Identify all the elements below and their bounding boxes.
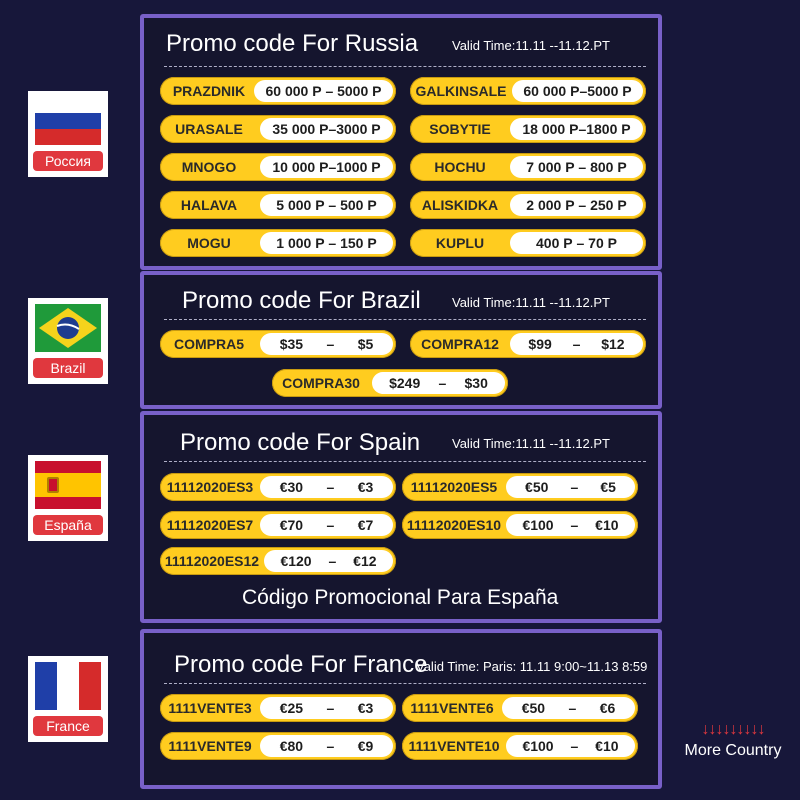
promo-from: €25 [279,700,304,716]
spain-flag-icon [35,461,101,509]
france-flag-icon [35,662,101,710]
divider [164,319,646,320]
promo-code: 11112020ES5 [410,479,498,495]
promo-code-pill[interactable] [410,153,646,181]
promo-code-pill[interactable] [410,330,646,358]
spain-valid-time: Valid Time:11.11 --11.12.PT [452,436,610,451]
promo-code-pill[interactable] [160,229,396,257]
promo-code-pill[interactable] [402,473,638,501]
promo-code: ALISKIDKA [421,197,499,213]
promo-to: €12 [353,553,377,569]
promo-dash: – [326,700,335,716]
promo-code-pill[interactable] [160,115,396,143]
promo-to: €9 [357,738,374,754]
promo-to: €10 [595,738,619,754]
france-flag-card [28,656,108,742]
promo-value: 5 000 Р – 500 Р [260,194,393,216]
france-valid-time: Valid Time: Paris: 11.11 9:00~11.13 8:59 [416,659,648,674]
promo-code-pill[interactable] [160,732,396,760]
promo-code: GALKINSALE [415,83,507,99]
promo-code-pill[interactable] [410,191,646,219]
promo-from: $35 [279,336,304,352]
promo-value: 2 000 Р – 250 Р [510,194,643,216]
promo-code: PRAZDNIK [172,83,246,99]
promo-code-pill[interactable] [410,77,646,105]
promo-to: €5 [600,479,616,495]
brazil-title: Promo code For Brazil [182,287,421,314]
promo-code: 1111VENTE10 [408,738,500,754]
promo-from: €50 [525,479,549,495]
more-country-label: More Country [684,742,782,759]
promo-dash: – [326,479,335,495]
promo-code: COMPRA12 [421,336,499,352]
spain-panel [140,411,662,623]
russia-valid-time: Valid Time:11.11 --11.12.PT [452,38,610,53]
promo-code-pill[interactable] [410,115,646,143]
promo-from: €30 [279,479,304,495]
promo-code: 11112020ES3 [166,479,254,495]
promo-code-pill[interactable] [160,694,396,722]
promo-from: €50 [521,700,546,716]
russia-flag-label: Россия [33,151,103,171]
promo-dash: – [438,375,447,391]
promo-dash: – [570,517,579,533]
promo-code: MOGU [187,235,231,251]
brazil-valid-time: Valid Time:11.11 --11.12.PT [452,295,610,310]
promo-from: $99 [528,336,552,352]
promo-code-pill[interactable] [272,369,508,397]
promo-to: €3 [357,700,374,716]
promo-code-pill[interactable] [410,229,646,257]
promo-to: €6 [599,700,616,716]
promo-from: €70 [279,517,304,533]
russia-flag-icon [35,97,101,145]
promo-code: 1111VENTE3 [168,700,252,716]
promo-code: SOBYTIE [429,121,491,137]
promo-code: URASALE [175,121,243,137]
promo-code-pill[interactable] [160,330,396,358]
promo-from: €120 [280,553,312,569]
promo-code: 11112020ES7 [166,517,254,533]
spain-flag-card [28,455,108,541]
promo-code: 11112020ES12 [164,553,260,569]
promo-code: KUPLU [435,235,485,251]
promo-value: 60 000 Р – 5000 Р [254,80,393,102]
promo-code-pill[interactable] [160,77,396,105]
brazil-panel [140,271,662,409]
promo-to: €10 [595,517,619,533]
promo-dash: – [568,700,577,716]
promo-value: 7 000 Р – 800 Р [510,156,643,178]
promo-from: €100 [522,517,554,533]
promo-from: $249 [389,375,421,391]
promo-from: €100 [522,738,554,754]
promo-dash: – [570,479,579,495]
promo-code-pill[interactable] [160,547,396,575]
promo-value: 18 000 Р–1800 Р [510,118,643,140]
promo-dash: – [326,517,335,533]
spain-note: Código Promocional Para España [242,586,559,609]
promo-to: $30 [464,375,488,391]
promo-code: COMPRA5 [173,336,244,352]
promo-code: HALAVA [180,197,238,213]
promo-value: 35 000 Р–3000 Р [260,118,393,140]
brazil-flag-label: Brazil [33,358,103,378]
promo-code: 1111VENTE9 [168,738,252,754]
spain-title: Promo code For Spain [180,429,421,456]
promo-code-pill[interactable] [402,511,638,539]
brazil-flag-card [28,298,108,384]
promo-code: 11112020ES10 [406,517,502,533]
russia-title: Promo code For Russia [166,30,419,57]
france-panel [140,629,662,789]
france-title: Promo code For France [174,651,428,678]
promo-code-pill[interactable] [402,694,638,722]
promo-dash: – [572,336,581,352]
promo-code-pill[interactable] [160,153,396,181]
promo-value: 1 000 Р – 150 Р [260,232,393,254]
promo-to: $5 [357,336,374,352]
divider [164,683,646,684]
divider [164,66,646,67]
divider [164,461,646,462]
promo-code: HOCHU [434,159,486,175]
promo-code: MNOGO [181,159,237,175]
promo-code-pill[interactable] [160,191,396,219]
promo-code-pill[interactable] [160,511,396,539]
promo-code: COMPRA30 [282,375,360,391]
spain-flag-label: España [33,515,103,535]
promo-dash: – [328,553,337,569]
brazil-flag-icon [35,304,101,352]
promo-dash: – [570,738,579,754]
promo-dash: – [326,738,335,754]
more-country[interactable] [678,720,788,760]
promo-value: 400 Р – 70 Р [510,232,643,254]
promo-to: €7 [357,517,374,533]
down-arrows-icon: ↓↓↓↓↓↓↓↓↓ [701,721,765,738]
promo-to: €3 [357,479,374,495]
promo-code: 1111VENTE6 [410,700,494,716]
russia-flag-card [28,91,108,177]
france-flag-label: France [33,716,103,736]
russia-panel [140,14,662,270]
promo-dash: – [326,336,335,352]
promo-to: $12 [601,336,625,352]
promo-code-pill[interactable] [160,473,396,501]
promo-value: 10 000 Р–1000 Р [260,156,393,178]
promo-code-pill[interactable] [402,732,638,760]
promo-value: 60 000 Р–5000 Р [512,80,643,102]
promo-from: €80 [279,738,304,754]
